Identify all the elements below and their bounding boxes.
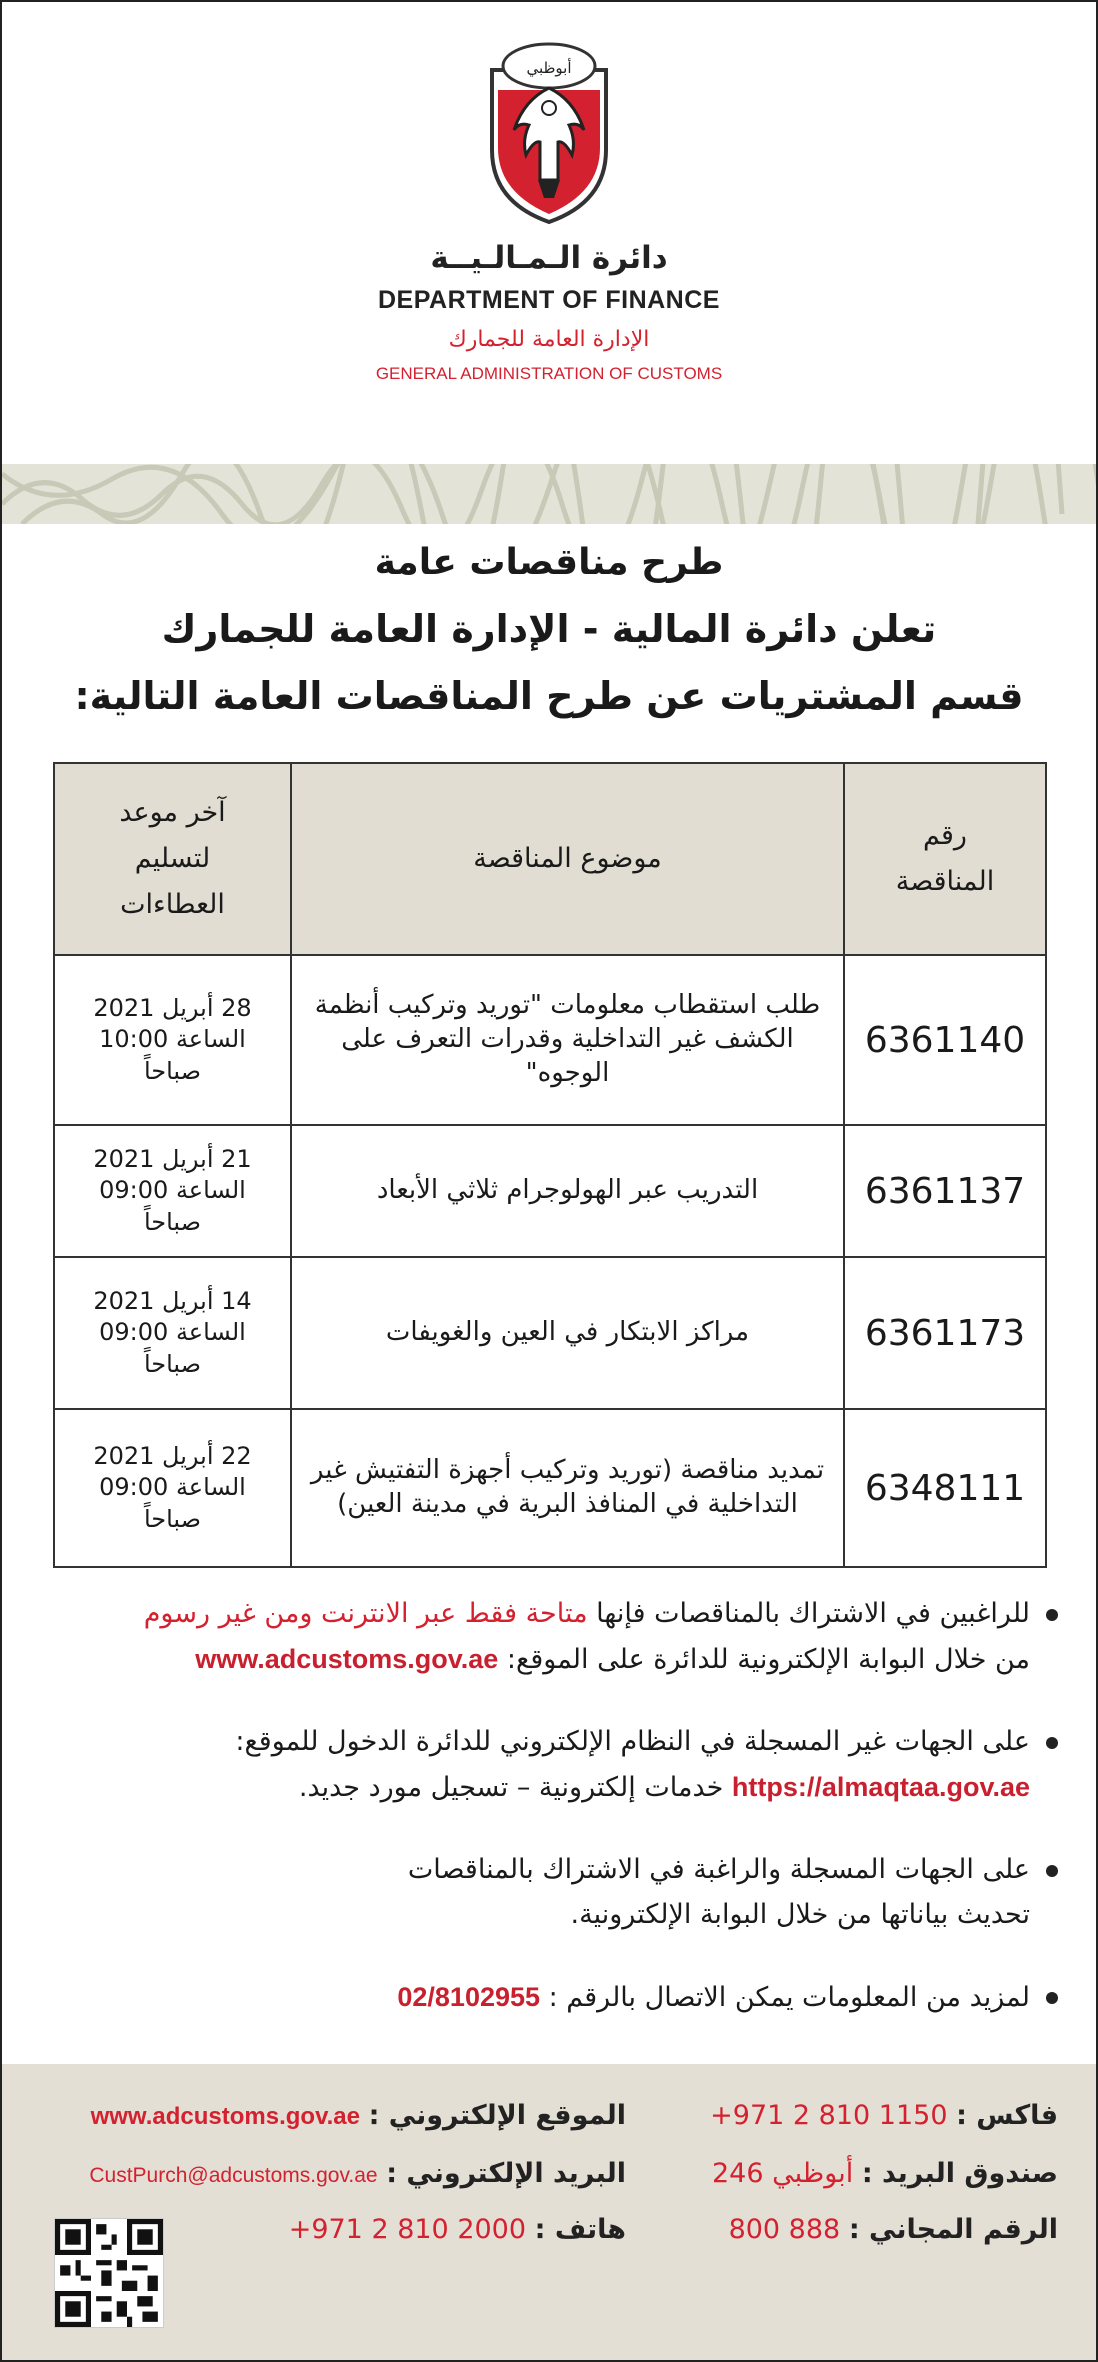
phone-row — [289, 2214, 626, 2245]
tollfree-label: الرقم المجاني : — [848, 2214, 1058, 2245]
header — [2, 2, 1096, 464]
header-number-line2: المناقصة — [895, 866, 995, 897]
note-text: خدمات إلكترونية – تسجيل مورد جديد. — [298, 1771, 732, 1803]
phone-label: هاتف : — [534, 2214, 626, 2245]
tender-deadline — [54, 1257, 291, 1409]
footer — [2, 2064, 1096, 2360]
email-link[interactable]: CustPurch@adcustoms.gov.ae — [89, 2164, 378, 2187]
note-item — [42, 1848, 1058, 1937]
header-deadline-line2: لتسليم — [134, 843, 211, 875]
bullet-icon — [1046, 1737, 1058, 1749]
fax-value: +971 2 810 1150 — [710, 2100, 948, 2131]
table-row — [54, 1257, 1046, 1409]
deadline-time: الساعة 09:00 — [99, 1176, 246, 1205]
note-text: للراغبين في الاشتراك بالمناقصات فإنها — [587, 1598, 1030, 1629]
customs-name-english: GENERAL ADMINISTRATION OF CUSTOMS — [375, 364, 723, 383]
tender-deadline — [54, 1409, 291, 1567]
note-text: على الجهات المسجلة والراغبة في الاشتراك بالمناقصات — [407, 1854, 1030, 1886]
note-item — [42, 1592, 1058, 1682]
header-tender-subject: موضوع المناقصة — [291, 763, 844, 955]
deadline-period: صباحاً — [143, 1349, 202, 1378]
notes-list — [42, 1592, 1058, 2059]
deadline-time: الساعة 09:00 — [99, 1318, 246, 1347]
department-name-english: DEPARTMENT OF FINANCE — [378, 286, 720, 314]
fax-label: فاكس : — [956, 2100, 1058, 2131]
qr-code-icon — [54, 2218, 164, 2328]
note-item — [42, 1975, 1058, 2021]
pattern-icon — [2, 464, 1096, 524]
bullet-icon — [1046, 1865, 1058, 1877]
note-text: لمزيد من المعلومات يمكن الاتصال بالرقم : — [540, 1982, 1030, 2014]
tender-subject: التدريب عبر الهولوجرام ثلاثي الأبعاد — [291, 1125, 844, 1257]
tender-number: 6361137 — [844, 1125, 1046, 1257]
website-row — [91, 2100, 626, 2131]
emblem-text: أبوظبي — [526, 59, 572, 77]
note-line — [42, 1975, 1030, 2021]
header-number-line1: رقم — [923, 820, 967, 852]
note-text: على الجهات غير المسجلة في النظام الإلكتروني للدائرة الدخول للموقع: — [235, 1726, 1030, 1758]
decorative-band — [2, 464, 1096, 524]
deadline-date: 14 أبريل 2021 — [93, 1287, 252, 1316]
note-line — [42, 1637, 1030, 1683]
customs-name-arabic: الإدارة العامة للجمارك — [448, 327, 650, 352]
note-text: من خلال البوابة الإلكترونية للدائرة على الموقع: — [498, 1643, 1030, 1675]
header-deadline-line3: العطاءات — [120, 888, 225, 920]
deadline-date: 22 أبريل 2021 — [93, 1442, 252, 1471]
pobox-label: صندوق البريد : — [861, 2158, 1058, 2189]
tender-number: 6361173 — [844, 1257, 1046, 1409]
deadline-time: الساعة 09:00 — [99, 1473, 246, 1502]
email-row — [89, 2158, 626, 2189]
announcement-title: طرح مناقصات عامة — [374, 542, 724, 583]
note-text: تحديث بياناتها من خلال البوابة الإلكترونية. — [570, 1898, 1030, 1930]
falcon-emblem-icon — [474, 30, 624, 226]
header-tender-number — [844, 763, 1046, 955]
table-header-row — [54, 763, 1046, 955]
deadline-period: صباحاً — [143, 1504, 202, 1533]
table-row — [54, 1125, 1046, 1257]
tender-number: 6361140 — [844, 955, 1046, 1125]
header-deadline-line1: آخر موعد — [119, 797, 226, 829]
footer-website-link[interactable]: www.adcustoms.gov.ae — [90, 2103, 360, 2130]
email-label: البريد الإلكتروني : — [386, 2158, 626, 2189]
deadline-date: 28 أبريل 2021 — [93, 994, 252, 1023]
header-deadline — [54, 763, 291, 955]
deadline-period: صباحاً — [143, 1207, 202, 1236]
department-name-arabic: دائرة الـمـالـيــة — [430, 240, 668, 276]
deadline-date: 21 أبريل 2021 — [93, 1145, 252, 1174]
note-highlight: متاحة فقط عبر الانترنت ومن غير رسوم — [143, 1598, 588, 1629]
table-row — [54, 955, 1046, 1125]
bullet-icon — [1046, 1992, 1058, 2004]
deadline-period: صباحاً — [143, 1056, 202, 1085]
tollfree-row — [729, 2214, 1058, 2245]
note-item — [42, 1720, 1058, 1810]
tollfree-value: 800 888 — [728, 2214, 841, 2245]
registration-link[interactable]: https://almaqtaa.gov.ae — [731, 1771, 1030, 1802]
tender-subject: تمديد مناقصة (توريد وتركيب أجهزة التفتيش غير التداخلية في المنافذ البرية في مدينة العين) — [291, 1409, 844, 1567]
contact-phone[interactable]: 02/8102955 — [397, 1982, 541, 2013]
website-label: الموقع الإلكتروني : — [368, 2100, 626, 2131]
pobox-value: أبوظبي 246 — [711, 2158, 854, 2189]
tender-deadline — [54, 1125, 291, 1257]
announcement-subtitle: تعلن دائرة المالية - الإدارة العامة للجمارك — [161, 607, 937, 651]
tender-subject: طلب استقطاب معلومات "توريد وتركيب أنظمة الكشف غير التداخلية وقدرات التعرف على الوجوه" — [291, 955, 844, 1125]
website-link[interactable]: www.adcustoms.gov.ae — [195, 1643, 499, 1674]
tenders-table — [53, 762, 1047, 1568]
note-line — [42, 1592, 1030, 1637]
announcement-intro: قسم المشتريات عن طرح المناقصات العامة التالية: — [74, 674, 1024, 718]
tender-number: 6348111 — [844, 1409, 1046, 1567]
pobox-row — [712, 2158, 1058, 2189]
tender-deadline — [54, 955, 291, 1125]
deadline-time: الساعة 10:00 — [99, 1025, 246, 1054]
tender-subject: مراكز الابتكار في العين والغويفات — [291, 1257, 844, 1409]
fax-row — [710, 2100, 1058, 2131]
note-line — [42, 1765, 1030, 1811]
phone-value: +971 2 810 2000 — [288, 2214, 527, 2245]
bullet-icon — [1046, 1609, 1058, 1621]
table-row — [54, 1409, 1046, 1567]
